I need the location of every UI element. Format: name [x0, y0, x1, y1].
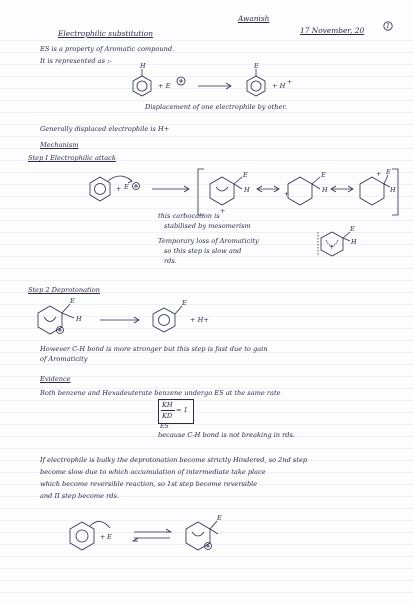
ruled-line: [0, 136, 413, 137]
conclusion-line-4: and II step become rds.: [40, 492, 119, 500]
svg-text:E: E: [386, 168, 391, 176]
step2-note-line-2: of Aromaticity: [40, 355, 88, 363]
equilibrium-scheme: [60, 510, 260, 560]
resonance-hybrid-structure: [316, 222, 360, 262]
ruled-line: [0, 268, 413, 269]
evidence-line-2: because C-H bond is not breaking in rds.: [158, 431, 295, 439]
step1-note-5: rds.: [164, 257, 177, 265]
svg-text:H: H: [76, 315, 82, 323]
svg-text:E: E: [254, 62, 259, 70]
ruled-line: [0, 508, 413, 509]
step1-note-4: so this step is slow and: [164, 247, 242, 255]
ruled-line: [0, 580, 413, 581]
step1-note-1: this carbocation is: [158, 212, 220, 220]
ruled-line: [0, 40, 413, 41]
svg-text:E: E: [107, 533, 112, 541]
svg-text:H: H: [140, 62, 146, 70]
reaction-arrow-icon: [196, 81, 236, 91]
step2-plus-proton: + H+: [190, 316, 209, 324]
kd-label: KD: [162, 412, 173, 420]
ratio-value: = 1: [176, 406, 188, 414]
evidence-heading: Evidence: [40, 375, 71, 383]
page-number: 1: [386, 23, 390, 30]
generally-displaced-note: Generally displaced electrophile is H+: [40, 125, 170, 133]
svg-text:+: +: [284, 190, 290, 198]
ruled-line: [0, 568, 413, 569]
ratio-subscript: ES: [160, 423, 169, 430]
step1-note-3: Temporary loss of Aromaticity: [158, 237, 259, 245]
step1-heading: Step I Electrophilic attack: [28, 154, 116, 162]
svg-text:+: +: [100, 533, 106, 541]
positive-charge-icon: [176, 76, 188, 88]
author-name: Awanish: [238, 14, 270, 23]
svg-text:+: +: [376, 170, 382, 178]
svg-text:+: +: [116, 185, 122, 193]
svg-text:H: H: [351, 238, 357, 246]
fraction-bar: [161, 410, 175, 411]
svg-text:H: H: [390, 186, 396, 194]
step2-note-line-1: However C-H bond is more stronger but this step is fast due to gain: [40, 345, 268, 353]
conclusion-line-3: which become reversible reaction, so 1st step become reversible: [40, 480, 258, 488]
svg-text:E: E: [243, 171, 248, 179]
ruled-line: [0, 412, 413, 413]
ruled-line: [0, 592, 413, 593]
ruled-line: [0, 400, 413, 401]
ruled-line: [0, 76, 413, 77]
ruled-line: [0, 280, 413, 281]
svg-text:E: E: [321, 171, 326, 179]
eq1-plus-electrophile: + E: [158, 82, 171, 90]
ruled-line: [0, 364, 413, 365]
ruled-line: [0, 448, 413, 449]
ruled-line: [0, 100, 413, 101]
svg-text:E: E: [182, 299, 187, 307]
mechanism-heading: Mechanism: [40, 141, 79, 149]
page-title: Electrophilic substitution: [58, 29, 153, 38]
svg-text:E: E: [217, 514, 222, 522]
svg-text:E: E: [350, 225, 355, 233]
svg-text:H: H: [322, 186, 328, 194]
step1-note-2: stabilised by mesomerism: [164, 222, 251, 230]
page-date: 17 November, 20: [300, 26, 365, 35]
svg-text:H: H: [244, 186, 250, 194]
svg-text:+: +: [329, 243, 335, 251]
step2-heading: Step 2 Deprotonation: [28, 286, 100, 294]
svg-text:+: +: [220, 207, 226, 215]
displacement-note: Displacement of one electrophile by other.: [145, 103, 287, 111]
evidence-line-1: Both benzene and Hexadeuterate benzene undergo ES at the same rate: [40, 389, 281, 397]
ruled-line: [0, 112, 413, 113]
conclusion-line-1: If electrophile is bulky the deprotonation become strictly Hindered, so 2nd step: [40, 456, 308, 464]
svg-text:E: E: [124, 183, 129, 191]
intro-line-1: ES is a property of Aromatic compound.: [40, 45, 175, 53]
eq1-plus-proton: + H: [272, 82, 286, 90]
ruled-line: [0, 424, 413, 425]
svg-text:E: E: [70, 297, 75, 305]
conclusion-line-2: become slow due to which accumulation of intermediate take place: [40, 468, 266, 476]
kh-label: KH: [162, 401, 173, 409]
intro-line-2: It is represented as :-: [40, 57, 112, 65]
proton-charge: +: [287, 79, 293, 86]
